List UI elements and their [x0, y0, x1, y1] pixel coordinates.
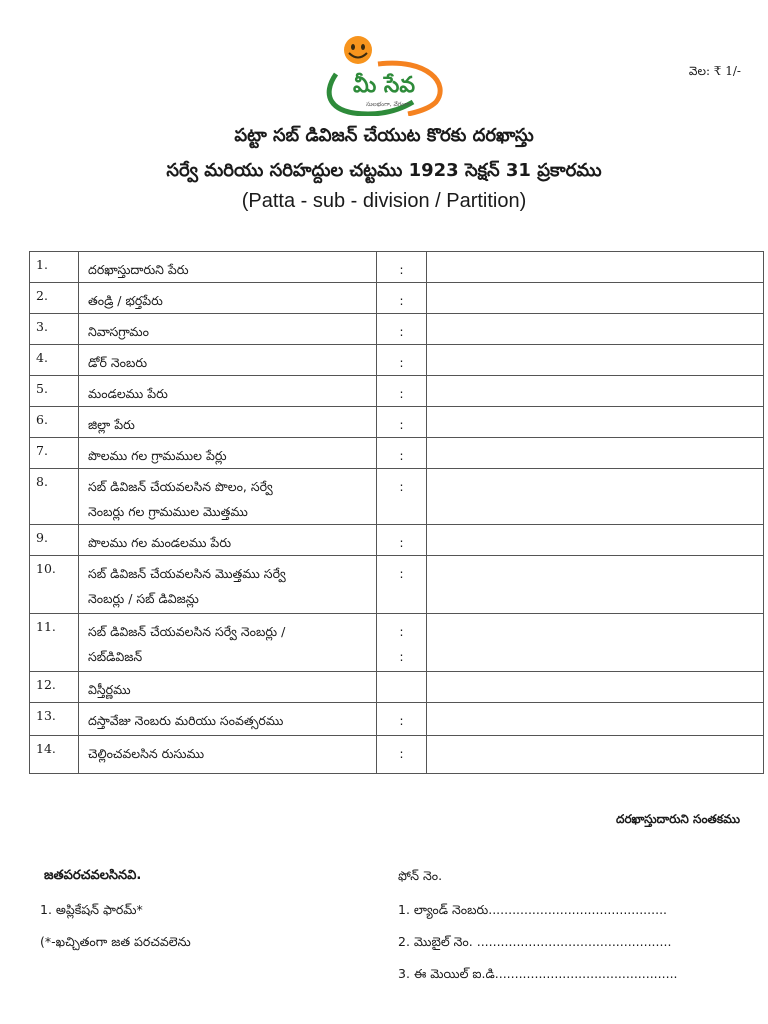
row-value-field[interactable]: [427, 376, 764, 407]
applicant-signature-label: దరఖాస్తుదారుని సంతకము: [615, 812, 740, 826]
colon-mark: :: [399, 262, 404, 277]
form-row: [30, 672, 764, 703]
enclosure-item-application: 1. అప్లికేషన్ ఫారమ్*: [40, 902, 143, 917]
row-value-field[interactable]: [427, 252, 764, 283]
row-colon: [377, 376, 427, 407]
colon-mark: :: [399, 293, 404, 308]
row-number: 11.: [30, 614, 79, 672]
row-label-line: డోర్ నెంబరు: [88, 355, 148, 370]
row-colon: [377, 345, 427, 376]
row-colon: [377, 736, 427, 774]
row-label: [79, 556, 377, 614]
row-value-field[interactable]: [427, 469, 764, 525]
row-label-line: నెంబర్లు / సబ్ డివిజన్లు: [88, 591, 199, 606]
form-row: [30, 407, 764, 438]
colon-mark: :: [399, 386, 404, 401]
mee-seva-logo: [318, 34, 450, 116]
row-label-line: చెల్లించవలసిన రుసుము: [88, 746, 205, 761]
colon-mark: :: [399, 566, 404, 581]
row-label-line: నెంబర్లు గల గ్రామముల మొత్తము: [88, 504, 248, 519]
row-label: [79, 407, 377, 438]
row-label-line: దస్తావేజు నెంబరు మరియు సంవత్సరము: [88, 713, 284, 728]
row-label-line: సబ్ డివిజన్ చేయవలసిన పొలం, సర్వే: [88, 479, 273, 494]
row-colon: [377, 525, 427, 556]
row-value-field[interactable]: [427, 345, 764, 376]
form-row: [30, 556, 764, 614]
row-number: 9.: [30, 525, 79, 556]
form-row: [30, 314, 764, 345]
row-label: [79, 283, 377, 314]
row-label: [79, 736, 377, 774]
row-colon: [377, 407, 427, 438]
application-form-table: [29, 251, 764, 774]
row-value-field[interactable]: [427, 703, 764, 736]
row-label-line: సబ్ డివిజన్ చేయవలసిన సర్వే నెంబర్లు /: [88, 624, 286, 639]
row-number: 1.: [30, 252, 79, 283]
row-value-field[interactable]: [427, 314, 764, 345]
row-number: 2.: [30, 283, 79, 314]
colon-mark: :: [399, 649, 404, 664]
row-label: [79, 525, 377, 556]
row-label-line: సబ్ డివిజన్ చేయవలసిన మొత్తము సర్వే: [88, 566, 286, 581]
row-number: 6.: [30, 407, 79, 438]
row-colon: [377, 283, 427, 314]
row-label-line: పొలము గల గ్రామముల పేర్లు: [88, 448, 227, 463]
row-number: 12.: [30, 672, 79, 703]
form-subtitle-english: (Patta - sub - division / Partition): [241, 190, 527, 212]
form-title: పట్టా సబ్ డివిజన్ చేయుట కొరకు దరఖాస్తు: [234, 125, 534, 146]
row-number: 8.: [30, 469, 79, 525]
landline-field[interactable]: 1. ల్యాండ్ నెంబరు.............................................: [398, 902, 668, 917]
row-label: [79, 703, 377, 736]
form-price: వెల: ₹ 1/-: [688, 64, 741, 78]
row-value-field[interactable]: [427, 283, 764, 314]
row-colon: [377, 703, 427, 736]
row-label: [79, 672, 377, 703]
enclosure-note: (*-ఖచ్చితంగా జత పరచవలెను: [40, 934, 191, 949]
colon-mark: :: [399, 746, 404, 761]
colon-mark: :: [399, 624, 404, 639]
email-field[interactable]: 3. ఈ మెయిల్ ఐ.డి..............................................: [398, 966, 678, 981]
phone-title: ఫోన్ నెం.: [398, 868, 443, 883]
row-value-field[interactable]: [427, 614, 764, 672]
row-label: [79, 614, 377, 672]
row-colon: [377, 672, 427, 703]
row-label: [79, 252, 377, 283]
row-label: [79, 469, 377, 525]
row-value-field[interactable]: [427, 672, 764, 703]
form-subtitle-act: సర్వే మరియు సరిహద్దుల చట్టము 1923 సెక్షన్ 31 ప్రకారము: [166, 160, 602, 181]
row-number: 4.: [30, 345, 79, 376]
smiley-face-icon: [344, 36, 372, 64]
form-row: [30, 252, 764, 283]
row-number: 5.: [30, 376, 79, 407]
row-label: [79, 314, 377, 345]
row-label: [79, 345, 377, 376]
row-value-field[interactable]: [427, 438, 764, 469]
row-value-field[interactable]: [427, 556, 764, 614]
row-label-line: దరఖాస్తుదారుని పేరు: [88, 262, 189, 277]
row-colon: [377, 556, 427, 614]
row-label-line: నివాసగ్రామం: [88, 324, 149, 339]
row-colon: [377, 252, 427, 283]
row-label-line: విస్తీర్ణము: [88, 682, 131, 697]
colon-mark: :: [399, 713, 404, 728]
row-label-line: పొలము గల మండలము పేరు: [88, 535, 232, 550]
row-label-line: తండ్రి / భర్తపేరు: [88, 293, 163, 308]
form-row: [30, 703, 764, 736]
mobile-field[interactable]: 2. మొబైల్ నెం. .................................................: [398, 934, 672, 949]
row-number: 13.: [30, 703, 79, 736]
form-row: [30, 438, 764, 469]
logo-text: మీ సేవ: [352, 73, 416, 98]
form-row: [30, 283, 764, 314]
form-row: [30, 525, 764, 556]
form-row: [30, 345, 764, 376]
row-value-field[interactable]: [427, 736, 764, 774]
row-number: 3.: [30, 314, 79, 345]
row-label-line: జిల్లా పేరు: [88, 417, 135, 432]
row-label-line: సబ్‌డివిజన్: [88, 649, 143, 664]
form-row: [30, 469, 764, 525]
row-label-line: మండలము పేరు: [88, 386, 168, 401]
colon-mark: :: [399, 448, 404, 463]
row-value-field[interactable]: [427, 407, 764, 438]
row-colon: [377, 438, 427, 469]
row-value-field[interactable]: [427, 525, 764, 556]
enclosures-title: జతపరచవలసినవి.: [44, 868, 142, 883]
row-number: 7.: [30, 438, 79, 469]
form-row: [30, 614, 764, 672]
row-number: 14.: [30, 736, 79, 774]
row-colon: [377, 469, 427, 525]
row-number: 10.: [30, 556, 79, 614]
colon-mark: :: [399, 355, 404, 370]
colon-mark: :: [399, 417, 404, 432]
form-row: [30, 736, 764, 774]
logo-tagline: సులభంగా, వేగంగా: [366, 101, 410, 108]
row-label: [79, 438, 377, 469]
colon-mark: :: [399, 324, 404, 339]
row-label: [79, 376, 377, 407]
colon-mark: :: [399, 535, 404, 550]
form-row: [30, 376, 764, 407]
row-colon: [377, 314, 427, 345]
row-colon: [377, 614, 427, 672]
colon-mark: :: [399, 479, 404, 494]
